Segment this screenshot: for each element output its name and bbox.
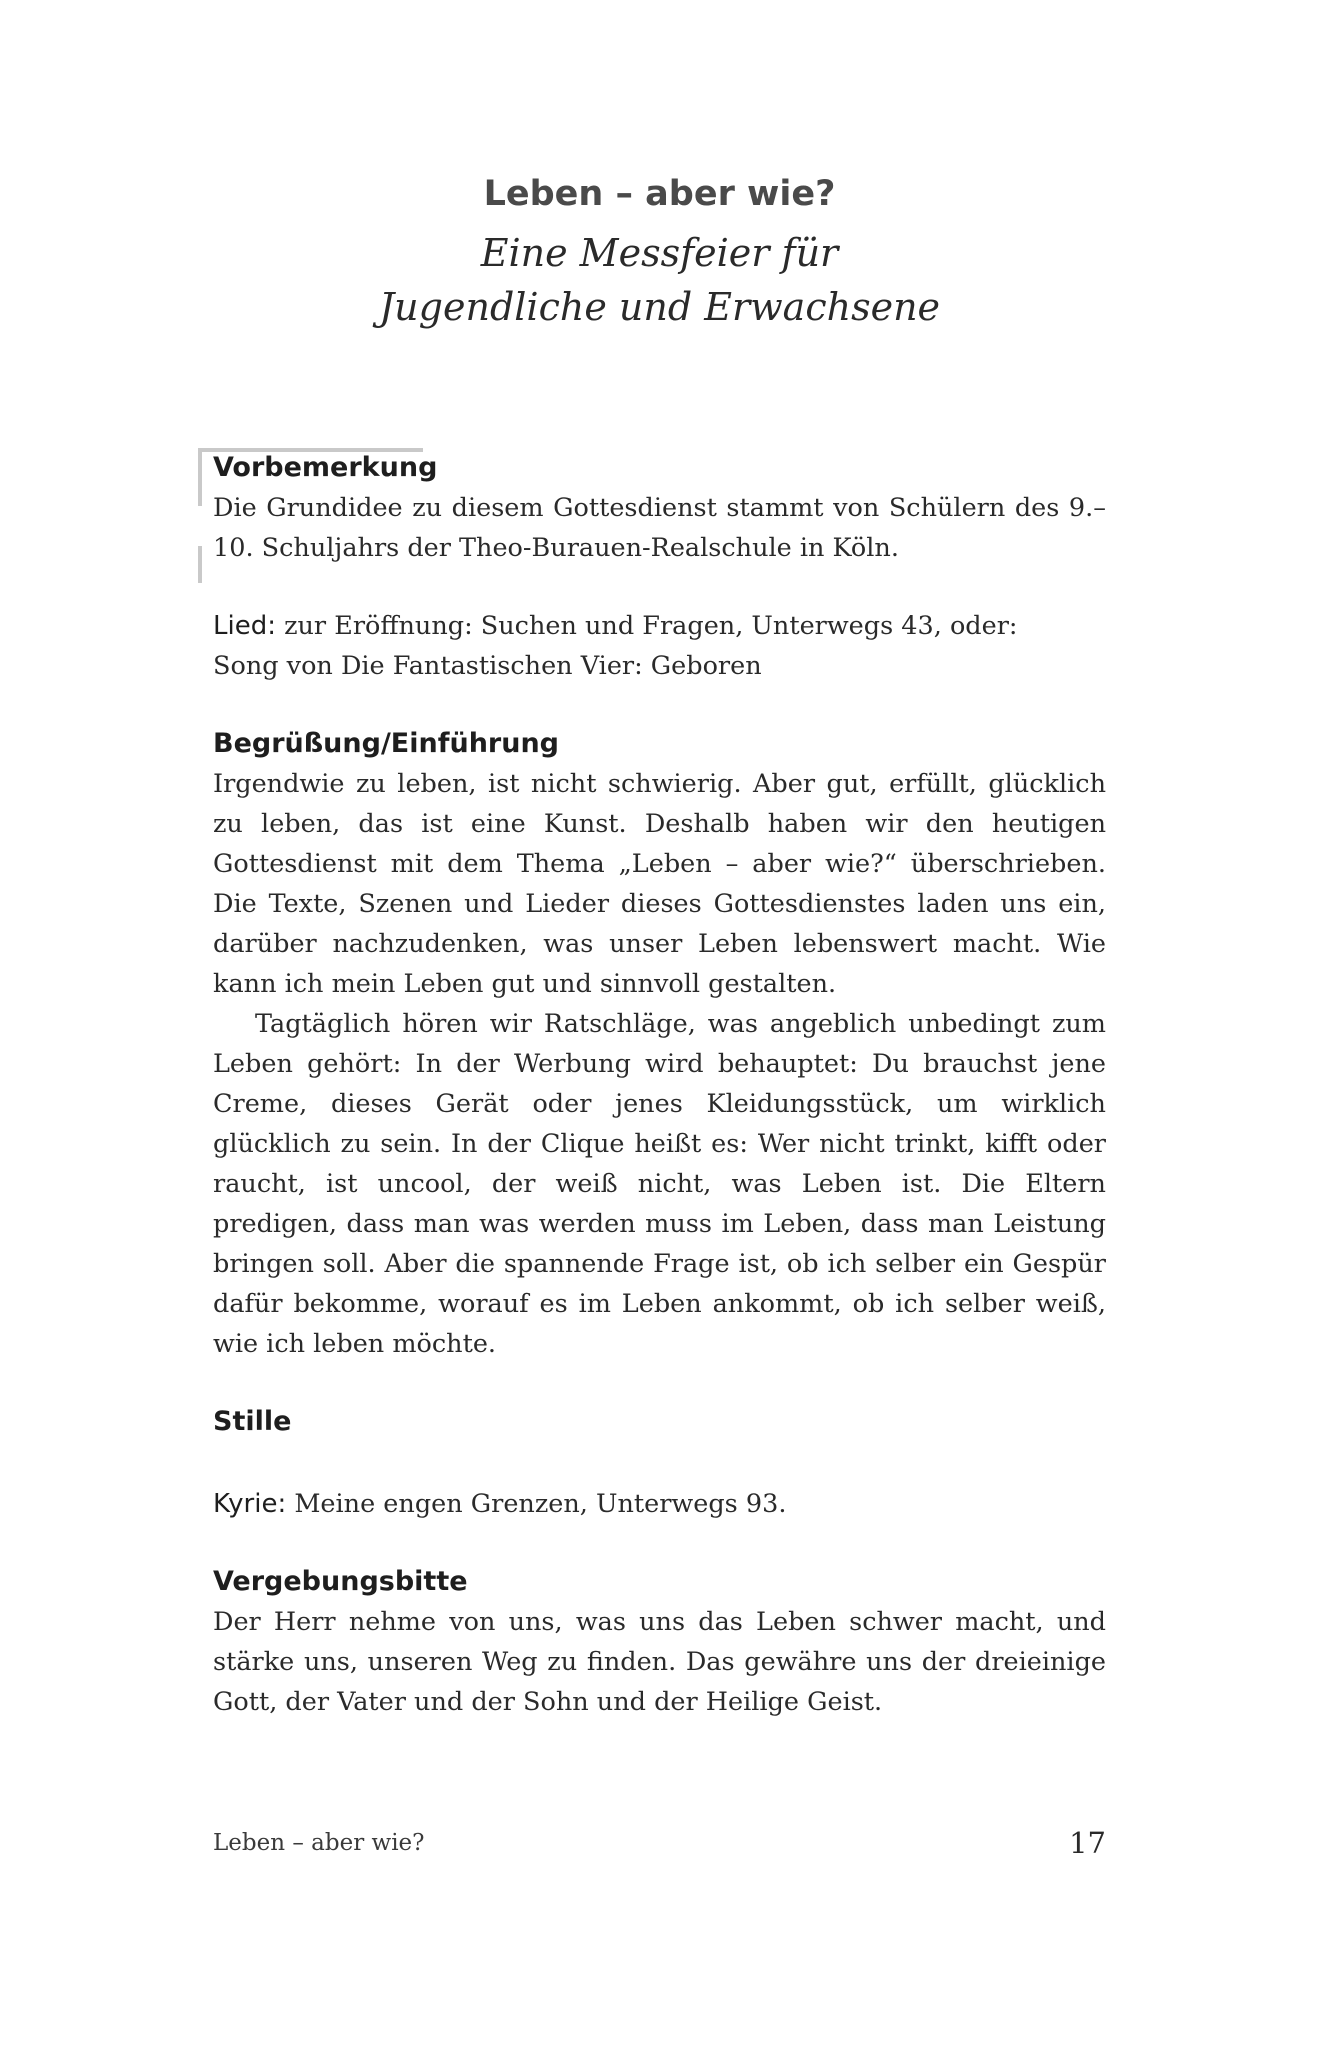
main-content [213,448,1106,1722]
vorbemerkung-section [213,448,1106,568]
subtitle-line-2: Jugendliche und Erwachsene [378,285,941,329]
lied-line-2: Song von Die Fantastischen Vier: Geboren [213,651,762,681]
kyrie-label: Kyrie: [213,1489,287,1519]
kyrie-line [213,1484,1106,1524]
vorbemerkung-heading: Vorbemerkung [213,452,438,483]
stille-section [213,1402,1106,1442]
page-footer [213,1826,1106,1870]
subtitle-line-1: Eine Messfeier für [480,231,839,275]
title-block [0,168,1319,334]
lied-section [213,606,1106,686]
vorbemerkung-text: Die Grundidee zu diesem Gottesdienst stammt von Schülern des 9.–10. Schuljahrs der Theo-Burauen-Realschule in Köln. [213,493,1106,563]
kyrie-text: Meine engen Grenzen, Unterwegs 93. [286,1489,787,1519]
begruessung-paragraph-1: Irgendwie zu leben, ist nicht schwierig. Aber gut, erfüllt, glücklich zu leben, das ist eine Kunst. Deshalb haben wir den heutigen Gottesdienst mit dem Thema „Leben – aber wie?“ überschrieben. Die Texte, Szenen und Lieder dieses Gottesdienstes laden uns ein, darüber nachzudenken, was unser Leben lebenswert macht. Wie kann ich mein Leben gut und sinnvoll gestalten. [213,769,1106,999]
bracket-top-line [198,448,423,452]
kyrie-section [213,1484,1106,1524]
running-title: Leben – aber wie? [213,1830,425,1856]
page-subtitle [0,226,1319,334]
lied-line-1 [213,606,1106,646]
begruessung-heading: Begrüßung/Einführung [213,728,560,759]
page-title: Leben – aber wie? [483,174,836,214]
page-number: 17 [1069,1826,1106,1860]
lied-label: Lied: [213,611,276,641]
vergebungsbitte-text: Der Herr nehme von uns, was uns das Leben schwer macht, und stärke uns, unseren Weg zu finden. Das gewähre uns der dreieinige Gott, der Vater und der Sohn und der Heilige Geist. [213,1607,1106,1717]
begruessung-paragraph-2: Tagtäglich hören wir Ratschläge, was angeblich unbedingt zum Leben gehört: In der Werbung wird behauptet: Du brauchst jene Creme, dieses Gerät oder jenes Kleidungsstück, um wirklich glücklich zu sein. In der Clique heißt es: Wer nicht trinkt, kifft oder raucht, ist uncool, der weiß nicht, was Leben ist. Die Eltern predigen, dass man was werden muss im Leben, dass man Leistung bringen soll. Aber die spannende Frage ist, ob ich selber ein Gespür dafür bekomme, worauf es im Leben ankommt, ob ich selber weiß, wie ich leben möchte. [213,1009,1106,1359]
vergebungsbitte-heading: Vergebungsbitte [213,1566,468,1597]
vergebungsbitte-section [213,1562,1106,1722]
begruessung-section [213,724,1106,1364]
stille-heading: Stille [213,1406,292,1437]
lied-text: zur Eröffnung: Suchen und Fragen, Unterwegs 43, oder: [275,611,1018,641]
